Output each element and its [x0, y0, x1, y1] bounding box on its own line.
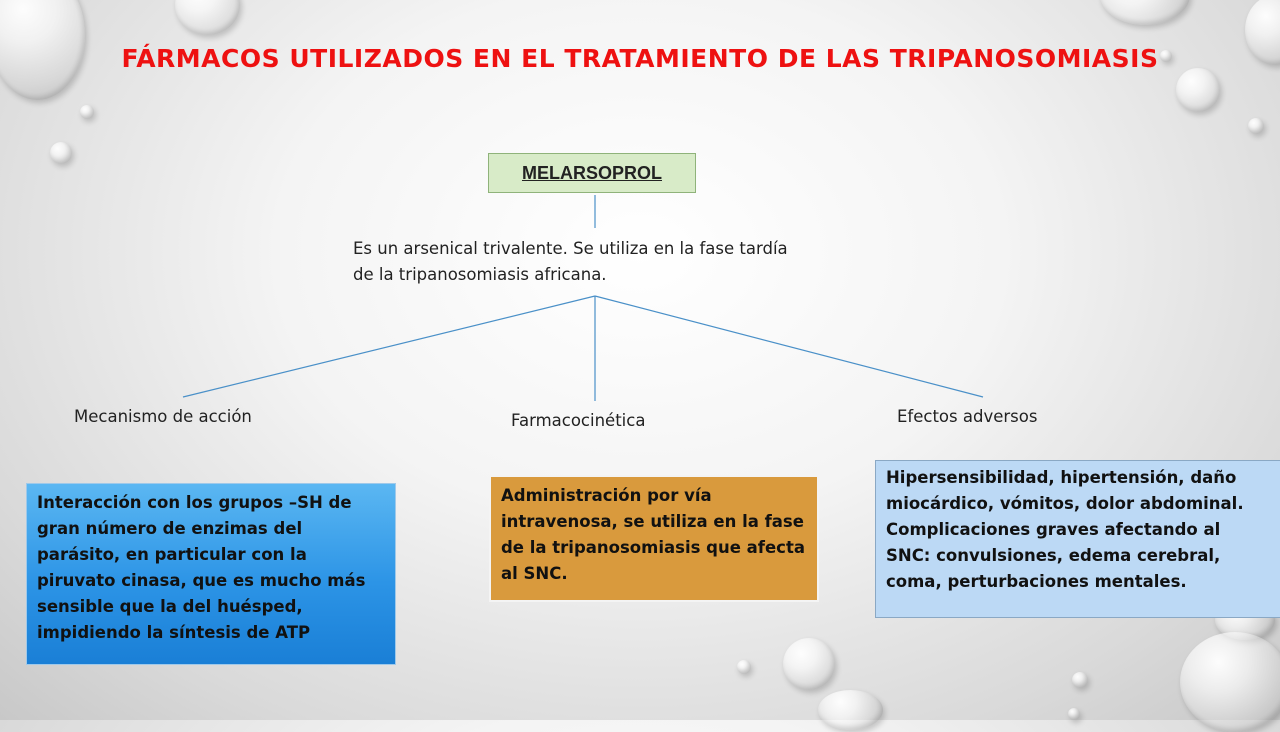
mechanism-content-box: Interacción con los grupos –SH de gran número de enzimas del parásito, en particular con la piruvato cinasa, que es mucho más sensible que la del huésped, impidiendo la síntesis de ATP [26, 483, 396, 665]
branch-label-pharmacokinetics: Farmacocinética [511, 411, 646, 430]
branch-label-mechanism: Mecanismo de acción [74, 407, 252, 426]
adverse-effects-content-box: Hipersensibilidad, hipertensión, daño miocárdico, vómitos, dolor abdominal. Complicaciones graves afectando al SNC: convulsiones, edema cerebral, coma, perturbaciones mentales. [875, 460, 1280, 618]
pharmacokinetics-content-box: Administración por vía intravenosa, se utiliza en la fase de la tripanosomiasis que afecta al SNC. [489, 475, 819, 602]
melarsoprol-node: MELARSOPROL [488, 153, 696, 193]
branch-label-adverse-effects: Efectos adversos [897, 407, 1038, 426]
slide-title: FÁRMACOS UTILIZADOS EN EL TRATAMIENTO DE LAS TRIPANOSOMIASIS [121, 44, 1159, 73]
connector-to-adverse-effects [595, 296, 983, 397]
drug-description: Es un arsenical trivalente. Se utiliza en la fase tardía de la tripanosomiasis africana. [353, 239, 788, 284]
connector-to-mechanism [183, 296, 595, 397]
